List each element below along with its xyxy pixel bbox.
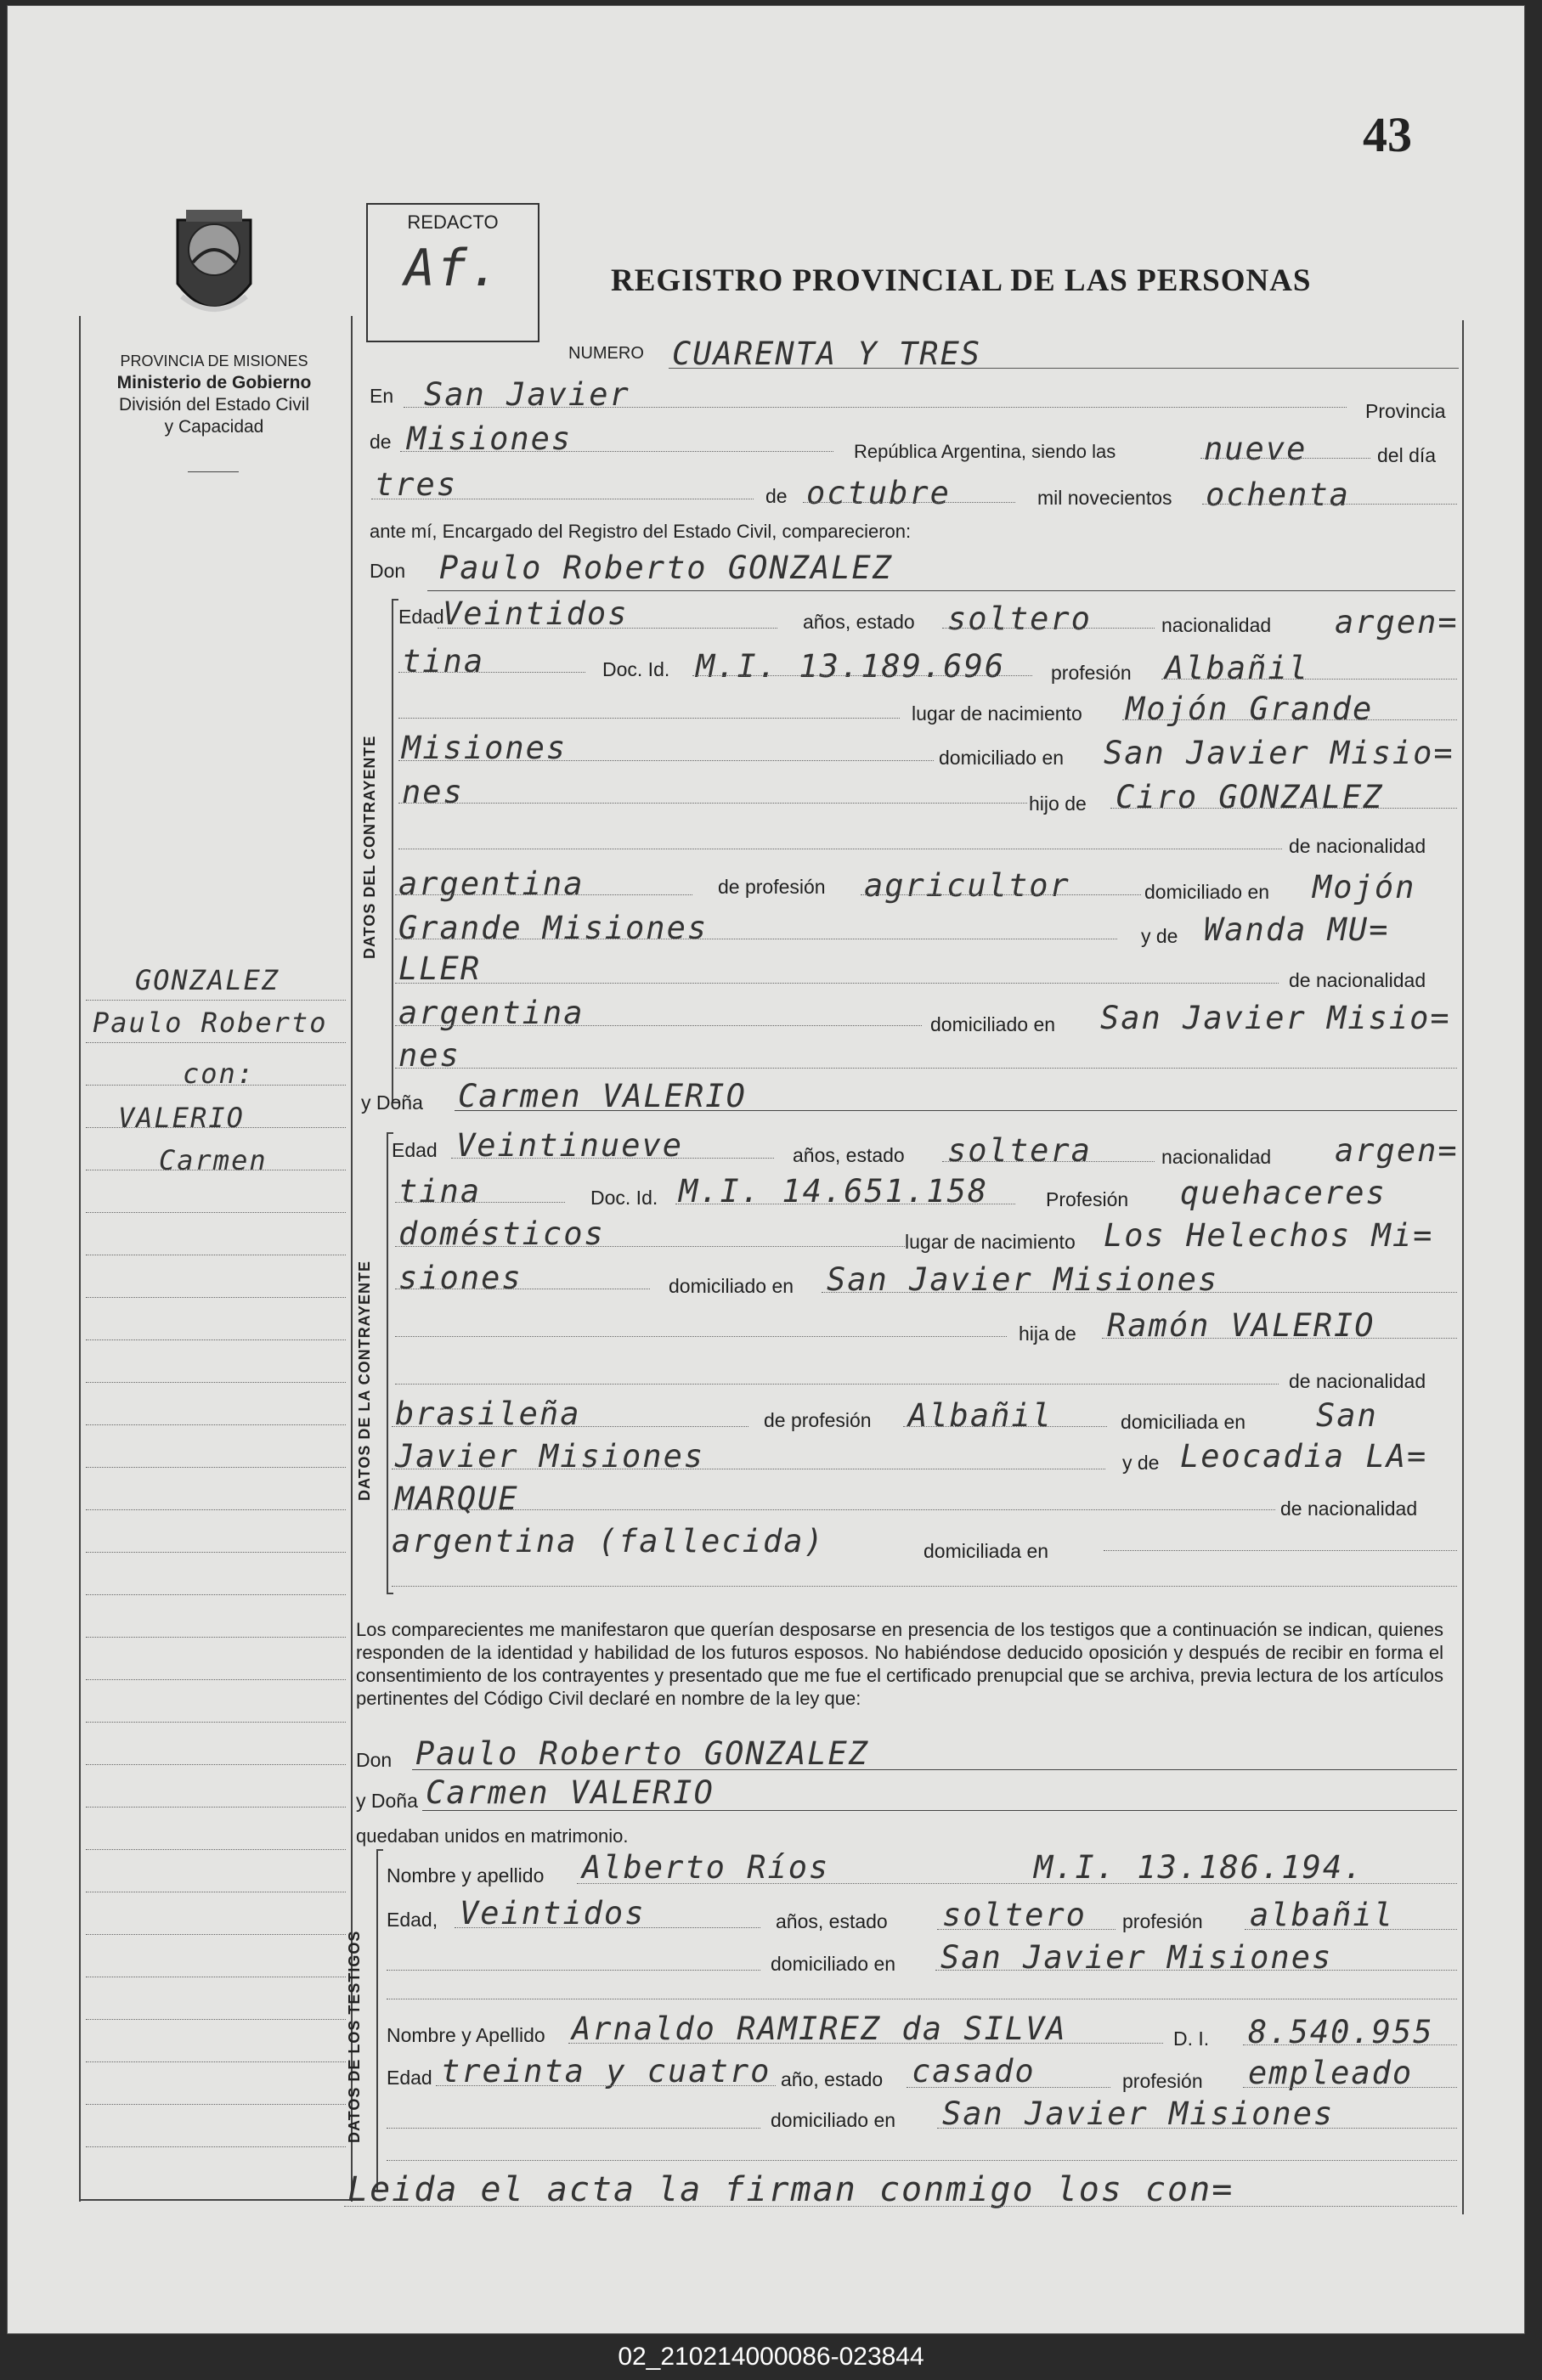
sidebar-right-rule xyxy=(351,316,353,2202)
dona-label: y Doña xyxy=(361,1091,423,1114)
don-value: Paulo Roberto GONZALEZ xyxy=(439,550,894,586)
c-profesion-label: profesión xyxy=(1051,662,1132,684)
page-number: 43 xyxy=(1363,107,1412,162)
f-edad-value: Veintinueve xyxy=(456,1127,684,1164)
mil-label: mil novecientos xyxy=(1037,487,1172,509)
contrayente-bracket xyxy=(392,599,398,1103)
decl-dona-value: Carmen VALERIO xyxy=(426,1774,715,1811)
t1-dom-label: domiciliado en xyxy=(771,1953,896,1975)
c-madre-nac-line xyxy=(395,1025,922,1026)
c-lugar-value-1: Mojón Grande xyxy=(1126,691,1374,727)
c-madre-de-nac-label: de nacionalidad xyxy=(1289,969,1426,991)
c-padre-value: Ciro GONZALEZ xyxy=(1116,779,1384,815)
en-label: En xyxy=(370,385,394,407)
sidebar-ruled-line xyxy=(86,1509,346,1510)
c-lugar-label: lugar de nacimiento xyxy=(912,702,1082,725)
f-lugar-label: lugar de nacimiento xyxy=(905,1231,1076,1253)
c-domiciliado-label: domiciliado en xyxy=(939,747,1065,769)
decl-don-label: Don xyxy=(356,1749,393,1771)
t1-estado-value: soltero xyxy=(942,1897,1087,1933)
decl-dona-label: y Doña xyxy=(356,1790,418,1812)
t1-dom-line xyxy=(935,1970,1457,1971)
t2-dom-line xyxy=(937,2128,1457,2129)
anio-value: ochenta xyxy=(1206,477,1350,513)
c-edad-value: Veintidos xyxy=(443,595,629,632)
closing-underline xyxy=(344,2206,1457,2207)
t1-prof-label: profesión xyxy=(1122,1910,1203,1932)
en-line xyxy=(404,407,1347,408)
f-hija-blank-line xyxy=(395,1336,1007,1337)
t2-estado-line xyxy=(907,2087,1110,2088)
f-padre-dom-value-1: San xyxy=(1316,1397,1378,1434)
f-prof-line xyxy=(395,1246,905,1247)
sidebar-ruled-line xyxy=(86,1849,346,1850)
t1-nombre-value: Alberto Ríos xyxy=(582,1849,830,1886)
f-y-de-label: y de xyxy=(1122,1452,1160,1474)
del-dia-label: del día xyxy=(1377,444,1437,466)
sidebar-ruled-line xyxy=(86,1127,346,1128)
c-doc-label: Doc. Id. xyxy=(602,658,670,680)
t2-estado-value: casado xyxy=(912,2053,1036,2090)
f-dom-line xyxy=(822,1292,1457,1293)
numero-value: CUARENTA Y TRES xyxy=(672,336,982,372)
f-de-profesion-label: de profesión xyxy=(764,1409,872,1431)
registry-title: REGISTRO PROVINCIAL DE LAS PERSONAS xyxy=(611,263,1312,298)
sidebar-ruled-line xyxy=(86,1722,346,1723)
margin-note-surname2: VALERIO xyxy=(118,1102,245,1134)
decl-don-value: Paulo Roberto GONZALEZ xyxy=(415,1735,870,1772)
f-madre-value-2: MARQUE xyxy=(395,1480,519,1517)
numero-label: NUMERO xyxy=(568,344,644,363)
f-nacionalidad-value-2: tina xyxy=(398,1173,482,1210)
de-line xyxy=(400,451,833,452)
org-capacity: y Capacidad xyxy=(164,417,264,437)
de-mes-label: de xyxy=(765,485,788,507)
t1-nombre-label: Nombre y apellido xyxy=(387,1864,545,1887)
f-madre-dom-label: domiciliada en xyxy=(924,1540,1049,1562)
c-nacionalidad-label: nacionalidad xyxy=(1161,614,1272,636)
t1-edad-line xyxy=(455,1927,760,1928)
redacto-label: REDACTO xyxy=(407,211,499,233)
t2-nombre-line xyxy=(568,2043,1163,2044)
c-lugar-value-2: Misiones xyxy=(402,730,568,766)
c-de-nac-label: de nacionalidad xyxy=(1289,835,1426,857)
decl-don-line xyxy=(412,1769,1457,1770)
c-madre-nac-value: argentina xyxy=(398,995,585,1031)
f-lugar-value-1: Los Helechos Mi= xyxy=(1104,1217,1434,1254)
ante-mi-text: ante mí, Encargado del Registro del Estado Civil, comparecieron: xyxy=(370,521,912,542)
c-estado-value: soltero xyxy=(947,601,1092,637)
decl-dona-line xyxy=(422,1810,1457,1811)
c-profesion-line xyxy=(1161,679,1457,680)
f-padre-nac-value: brasileña xyxy=(395,1396,581,1432)
f-lugar-value-2: siones xyxy=(398,1260,522,1296)
hora-line xyxy=(1200,458,1370,459)
t1-doc-value: M.I. 13.186.194. xyxy=(1034,1849,1364,1886)
f-nacionalidad-label: nacionalidad xyxy=(1161,1146,1272,1168)
f-madre-dom-line xyxy=(1104,1550,1457,1551)
sidebar-ruled-line xyxy=(86,1382,346,1383)
f-last-line xyxy=(392,1586,1457,1587)
t2-di-label: D. I. xyxy=(1173,2028,1210,2050)
c-madre-dom-label: domiciliado en xyxy=(930,1013,1056,1035)
margin-note-con: con: xyxy=(183,1057,256,1090)
t1-prof-line xyxy=(1245,1929,1457,1930)
document-page xyxy=(7,5,1525,2334)
f-padre-prof-value: Albañil xyxy=(908,1397,1053,1434)
c-edad-line xyxy=(438,628,777,629)
testigos-bracket xyxy=(376,1849,383,2192)
f-padre-line xyxy=(1102,1338,1457,1339)
c-padre-dom-label: domiciliado en xyxy=(1144,881,1270,903)
sidebar-ruled-line xyxy=(86,1085,346,1086)
c-madre-dom-value-1: San Javier Misio= xyxy=(1100,1000,1451,1036)
c-dom-line xyxy=(398,803,1027,804)
f-domiciliado-label: domiciliado en xyxy=(669,1275,794,1297)
f-profesion-value-1: quehaceres xyxy=(1180,1175,1387,1211)
c-y-de-label: y de xyxy=(1141,925,1178,947)
c-lugar2-line xyxy=(398,760,934,761)
c-estado-line xyxy=(942,628,1155,629)
org-ministry: Ministerio de Gobierno xyxy=(116,373,312,392)
sidebar-left-rule xyxy=(79,316,81,2202)
t1-nombre-line xyxy=(577,1883,1457,1884)
sidebar-ruled-line xyxy=(86,2061,346,2062)
f-padre-dom-label: domiciliada en xyxy=(1121,1411,1246,1433)
t1-estado-label: años, estado xyxy=(776,1910,888,1932)
c-lugar-line xyxy=(1122,719,1457,720)
c-madre-dom-value-2: nes xyxy=(398,1037,460,1074)
org-province: PROVINCIA DE MISIONES xyxy=(120,352,308,369)
c-blank-line xyxy=(398,718,900,719)
c-domicilio-value-1: San Javier Misio= xyxy=(1104,735,1454,771)
de-label: de xyxy=(370,431,392,453)
f-edad-line xyxy=(451,1158,774,1159)
f-padre-value: Ramón VALERIO xyxy=(1107,1307,1375,1344)
anio-line xyxy=(1202,504,1457,505)
sidebar-ruled-line xyxy=(86,1339,346,1340)
provincia-label: Provincia xyxy=(1365,400,1446,422)
margin-note-given2: Carmen xyxy=(159,1144,268,1176)
c-edad-label: Edad xyxy=(398,606,444,628)
f-madre-nac-value: argentina (fallecida) xyxy=(392,1523,825,1559)
footer-code: 02_210214000086-023844 xyxy=(618,2343,924,2371)
c-nacionalidad-value-2: tina xyxy=(402,643,485,680)
sidebar-ruled-line xyxy=(86,1042,346,1043)
t2-estado-label: año, estado xyxy=(781,2068,884,2090)
page-right-rule xyxy=(1462,320,1464,2214)
sidebar-ruled-line xyxy=(86,1297,346,1298)
sidebar-ruled-line xyxy=(86,1679,346,1680)
t2-dom-label: domiciliado en xyxy=(771,2109,896,2131)
t2-end-line xyxy=(387,2160,1457,2161)
f-hija-label: hija de xyxy=(1019,1323,1076,1345)
c-hijo-label: hijo de xyxy=(1029,792,1087,815)
dona-line xyxy=(455,1110,1457,1111)
t2-edad-value: treinta y cuatro xyxy=(441,2053,771,2090)
t2-dom-blank xyxy=(387,2128,760,2129)
closing-line: Leida el acta la firman conmigo los con= xyxy=(347,2170,1234,2209)
f-de-nac-label: de nacionalidad xyxy=(1289,1370,1426,1392)
mes-value: octubre xyxy=(806,475,951,511)
t2-prof-line xyxy=(1243,2087,1457,2088)
t1-estado-line xyxy=(937,1929,1116,1930)
t2-edad-label: Edad xyxy=(387,2067,432,2089)
decl-unidos: quedaban unidos en matrimonio. xyxy=(356,1825,629,1847)
c-madre-value-2: LLER xyxy=(398,950,482,987)
t1-dom-blank xyxy=(387,1970,760,1971)
t2-nombre-label: Nombre y Apellido xyxy=(387,2024,545,2046)
de-value: Misiones xyxy=(407,420,573,457)
f-domicilio-value: San Javier Misiones xyxy=(827,1261,1219,1298)
sidebar-ruled-line xyxy=(86,2104,346,2105)
org-division: División del Estado Civil xyxy=(118,395,310,415)
t2-di-line xyxy=(1243,2044,1457,2045)
province-seal-logo xyxy=(161,203,268,330)
c-madre-value-1: Wanda MU= xyxy=(1204,911,1390,948)
sidebar-ruled-line xyxy=(86,2019,346,2020)
f-doc-value: M.I. 14.651.158 xyxy=(679,1173,989,1210)
f-anios-label: años, estado xyxy=(793,1144,905,1166)
contrayenta-section-label: DATOS DE LA CONTRAYENTE xyxy=(356,1260,373,1501)
sidebar-ruled-line xyxy=(86,1807,346,1808)
f-edad-label: Edad xyxy=(392,1139,438,1161)
redacto-mark: Af. xyxy=(404,239,502,298)
t1-prof-value: albañil xyxy=(1250,1897,1394,1933)
sidebar-ruled-line xyxy=(86,1934,346,1935)
redacto-box xyxy=(366,203,539,342)
f-padre-prof-line xyxy=(903,1426,1107,1427)
org-divider xyxy=(188,471,239,472)
sidebar-ruled-line xyxy=(86,1637,346,1638)
sidebar-ruled-line xyxy=(86,1000,346,1001)
sidebar-ruled-line xyxy=(86,1424,346,1425)
f-padre-dom-value-2: Javier Misiones xyxy=(395,1438,705,1475)
c-padre-dom-value-2: Grande Misiones xyxy=(398,910,709,946)
c-nac-line xyxy=(398,672,585,673)
numero-underline xyxy=(669,368,1459,369)
f-nacionalidad-value-1: argen= xyxy=(1335,1132,1459,1169)
f-padre-nac-line xyxy=(392,1426,748,1427)
f-estado-line xyxy=(942,1161,1155,1162)
t2-dom-value: San Javier Misiones xyxy=(942,2095,1335,2132)
t1-edad-label: Edad, xyxy=(387,1909,438,1931)
c-padre-prof-value: agricultor xyxy=(864,867,1070,904)
c-madre-line xyxy=(395,983,1279,984)
c-anios-label: años, estado xyxy=(803,611,915,633)
f-doc-label: Doc. Id. xyxy=(590,1187,658,1209)
don-line xyxy=(427,590,1455,591)
sidebar-ruled-line xyxy=(86,1594,346,1595)
f-padre-blank-line xyxy=(395,1384,1279,1385)
f-estado-value: soltera xyxy=(947,1132,1092,1169)
declaration-paragraph: Los comparecientes me manifestaron que querían desposarse en presencia de los testigos que a continuación se indican, quienes responden de la identidad y habilidad de los futuros esposos. No habiéndose deducido oposición y después de recibir en forma el consentimiento de los contrayentes y presentado que me fue el certificado prenupcial que se archiva, previa lectura de los artículos pertinentes del Código Civil declaré en nombre de la ley que: xyxy=(356,1619,1443,1709)
f-profesion-value-2: domésticos xyxy=(398,1215,605,1252)
margin-note-surname: GONZALEZ xyxy=(135,964,280,996)
t2-edad-line xyxy=(436,2085,776,2086)
sidebar-ruled-line xyxy=(86,1552,346,1553)
f-madre-line xyxy=(392,1509,1275,1510)
republica-label: República Argentina, siendo las xyxy=(854,441,1116,462)
mes-line xyxy=(803,502,1015,503)
f-profesion-label: Profesión xyxy=(1046,1188,1129,1210)
c-padre-nac-line xyxy=(395,894,692,895)
c-doc-line xyxy=(692,675,1032,676)
sidebar-ruled-line xyxy=(86,1467,346,1468)
sidebar-ruled-line xyxy=(86,1764,346,1765)
dia-value: tres xyxy=(375,466,458,503)
t1-edad-value: Veintidos xyxy=(460,1895,646,1932)
testigos-section-label: DATOS DE LOS TESTIGOS xyxy=(346,1930,363,2143)
sidebar-ruled-line xyxy=(86,2146,346,2147)
margin-note-given: Paulo Roberto xyxy=(93,1007,328,1039)
contrayente-section-label: DATOS DEL CONTRAYENTE xyxy=(361,735,378,959)
c-doc-value: M.I. 13.189.696 xyxy=(696,648,1006,685)
c-domicilio-value-2: nes xyxy=(402,774,464,810)
don-label: Don xyxy=(370,560,406,582)
c-padre-nac-value: argentina xyxy=(398,866,585,902)
dona-value: Carmen VALERIO xyxy=(458,1078,747,1114)
c-nacionalidad-value-1: argen= xyxy=(1335,604,1459,640)
t2-di-value: 8.540.955 xyxy=(1248,2014,1434,2050)
f-madre-de-nac-label: de nacionalidad xyxy=(1280,1497,1418,1520)
c-profesion-value: Albañil xyxy=(1165,650,1309,686)
c-madre-dom-line xyxy=(395,1068,1457,1069)
sidebar-ruled-line xyxy=(86,1212,346,1213)
t2-nombre-value: Arnaldo RAMIREZ da SILVA xyxy=(572,2011,1067,2047)
c-padre-prof-line xyxy=(861,894,1141,895)
c-padre-line xyxy=(1110,808,1457,809)
en-value: San Javier xyxy=(424,376,630,413)
c-padre-dom-value-1: Mojón xyxy=(1313,869,1416,905)
t2-prof-value: empleado xyxy=(1248,2055,1414,2091)
t2-prof-label: profesión xyxy=(1122,2070,1203,2092)
hora-value: nueve xyxy=(1204,431,1308,467)
sidebar-bottom-rule xyxy=(79,2199,353,2201)
t1-dom-value: San Javier Misiones xyxy=(940,1939,1333,1976)
c-de-profesion-label: de profesión xyxy=(718,876,826,898)
f-nac-line xyxy=(395,1202,565,1203)
f-madre-value-1: Leocadia LA= xyxy=(1180,1438,1428,1475)
